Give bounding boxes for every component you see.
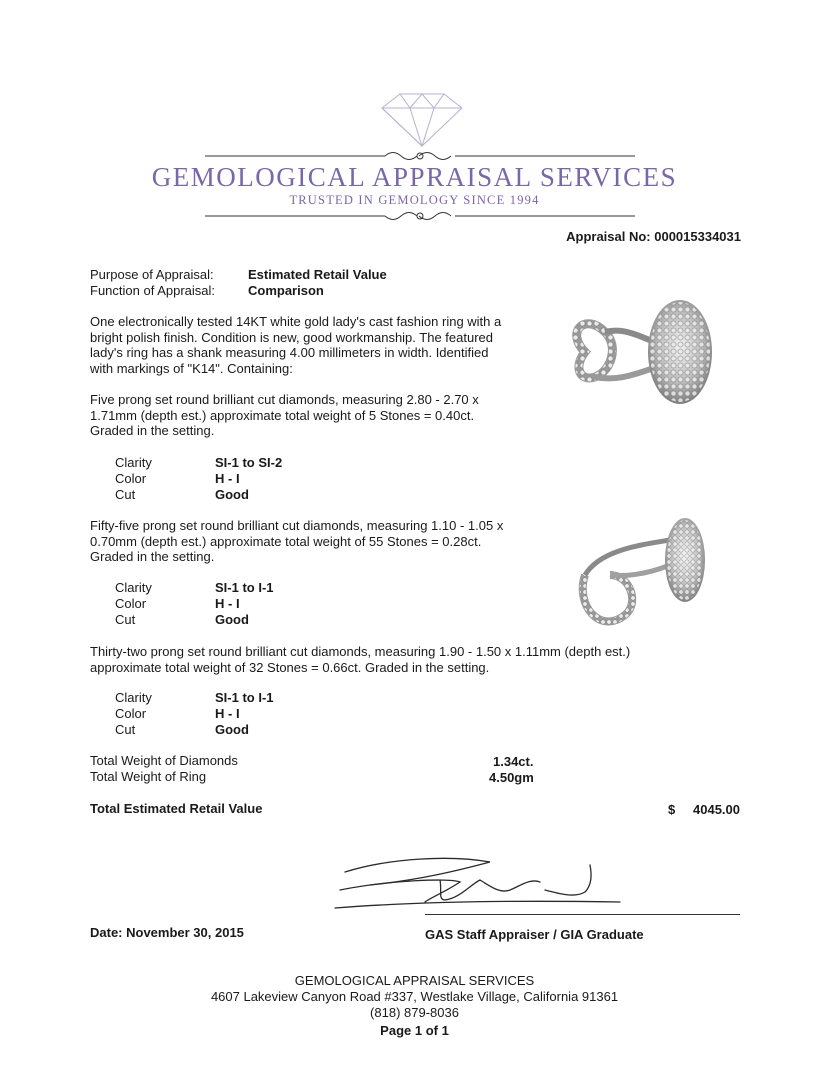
color-value: H - I: [215, 706, 240, 721]
ring-photo-bottom: [570, 505, 720, 645]
footer-address: 4607 Lakeview Canyon Road #337, Westlake Village, California 91361: [210, 989, 619, 1004]
cut-label: Cut: [115, 487, 136, 502]
company-logo-title: GEMOLOGICAL APPRAISAL SERVICES: [151, 162, 678, 192]
currency-symbol: $: [668, 802, 676, 817]
appraisal-number: Appraisal No: 000015334031: [566, 229, 741, 244]
cut-value: Good: [215, 612, 249, 627]
page-number: Page 1 of 1: [380, 1023, 449, 1038]
function-value: Comparison: [248, 283, 324, 298]
clarity-label: Clarity: [115, 580, 152, 595]
purpose-label: Purpose of Appraisal:: [90, 267, 214, 282]
total-ring-label: Total Weight of Ring: [90, 769, 207, 784]
appraiser-signature: [330, 850, 630, 920]
total-diamonds-value: 1.34ct.: [493, 754, 534, 769]
cut-label: Cut: [115, 722, 136, 737]
stone-group-2-text: Fifty-five prong set round brilliant cut diamonds, measuring 1.10 - 1.05 x 0.70mm (depth est.) approximate total weight of 55 Stones = 0.28ct. Graded in the setting.: [90, 518, 504, 565]
total-retail-value: 4045.00: [693, 802, 740, 817]
clarity-value: SI-1 to SI-2: [215, 455, 283, 470]
company-tagline: TRUSTED IN GEMOLOGY SINCE 1994: [289, 193, 540, 207]
clarity-label: Clarity: [115, 690, 152, 705]
diamond-logo-icon: [380, 92, 464, 148]
stone-group-1-text: Five prong set round brilliant cut diamonds, measuring 2.80 - 2.70 x 1.71mm (depth est.) approximate total weight of 5 Stones = 0.40ct. Graded in the setting.: [90, 392, 479, 439]
appraiser-title: GAS Staff Appraiser / GIA Graduate: [425, 927, 644, 942]
purpose-value: Estimated Retail Value: [248, 267, 387, 282]
color-label: Color: [115, 706, 147, 721]
color-label: Color: [115, 471, 147, 486]
cut-label: Cut: [115, 612, 136, 627]
appraisal-date: Date: November 30, 2015: [90, 925, 244, 940]
footer-phone: (818) 879-8036: [370, 1005, 459, 1020]
footer-company: GEMOLOGICAL APPRAISAL SERVICES: [294, 973, 535, 988]
cut-value: Good: [215, 722, 249, 737]
signature-line: [425, 914, 740, 915]
total-retail-label: Total Estimated Retail Value: [90, 801, 263, 816]
clarity-value: SI-1 to I-1: [215, 690, 274, 705]
total-diamonds-label: Total Weight of Diamonds: [90, 753, 238, 768]
ring-photo-top: [565, 292, 725, 412]
total-ring-value: 4.50gm: [489, 770, 534, 785]
stone-group-3-text: Thirty-two prong set round brilliant cut diamonds, measuring 1.90 - 1.50 x 1.11mm (depth est.) approximate total weight of 32 Stones = 0.66ct. Graded in the setting.: [90, 644, 631, 675]
ring-description: One electronically tested 14KT white gold lady's cast fashion ring with a bright polish finish. Condition is new, good workmanship. The featured lady's ring has a shank measuring 4.00 millimeters in width. Identified with markings of "K14". Containing:: [90, 314, 502, 376]
color-value: H - I: [215, 596, 240, 611]
cut-value: Good: [215, 487, 249, 502]
function-label: Function of Appraisal:: [90, 283, 216, 298]
clarity-value: SI-1 to I-1: [215, 580, 274, 595]
color-label: Color: [115, 596, 147, 611]
color-value: H - I: [215, 471, 240, 486]
bottom-ornament-divider: [205, 207, 635, 225]
clarity-label: Clarity: [115, 455, 152, 470]
